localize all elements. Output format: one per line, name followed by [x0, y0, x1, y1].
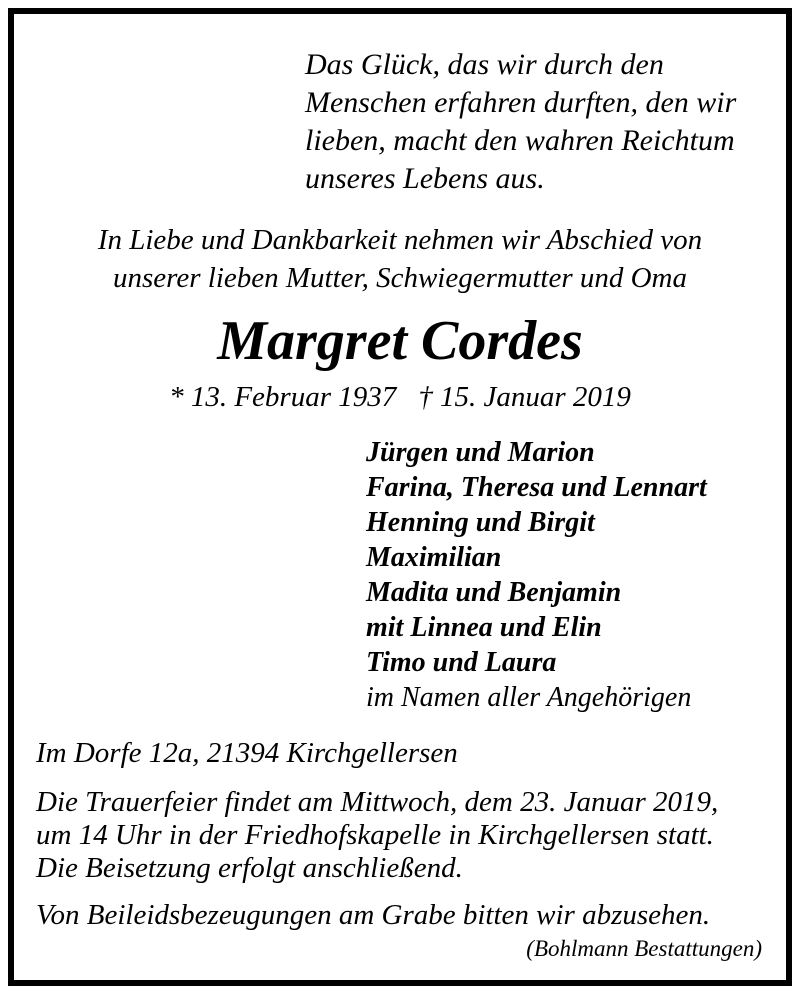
farewell-intro	[0, 221, 800, 297]
deceased-name: Margret Cordes	[217, 310, 583, 372]
family-address: Im Dorfe 12a, 21394 Kirchgellersen	[36, 737, 458, 769]
life-dates	[0, 378, 800, 416]
quote-line: lieben, macht den wahren Reichtum	[305, 124, 735, 157]
quote-line: unseres Lebens aus.	[305, 162, 545, 195]
mourner-entry: Madita und Benjamin	[366, 577, 622, 608]
mourner-entry: Timo und Laura	[366, 647, 557, 678]
condolence-request: Von Beileidsbezeugungen am Grabe bitten wir abzusehen.	[36, 899, 711, 931]
mourner-entry: Maximilian	[366, 542, 502, 573]
service-line: Die Beisetzung erfolgt anschließend.	[36, 852, 463, 884]
intro-line: unserer lieben Mutter, Schwiegermutter und Oma	[113, 262, 687, 294]
memorial-quote	[305, 46, 736, 198]
birth-date: * 13. Februar 1937	[169, 381, 397, 413]
service-line: Die Trauerfeier findet am Mittwoch, dem 23. Januar 2019,	[36, 786, 719, 818]
mourners-list	[366, 435, 707, 715]
mourner-entry: mit Linnea und Elin	[366, 612, 602, 643]
quote-line: Das Glück, das wir durch den	[305, 48, 664, 81]
death-date: † 15. Januar 2019	[418, 381, 631, 413]
mourner-entry: Farina, Theresa und Lennart	[366, 472, 707, 503]
funeral-service-details	[36, 786, 718, 885]
mourner-entry: Jürgen und Marion	[366, 437, 595, 468]
intro-line: In Liebe und Dankbarkeit nehmen wir Abschied von	[97, 224, 703, 256]
undertaker-credit: (Bohlmann Bestattungen)	[526, 936, 762, 961]
mourner-entry: Henning und Birgit	[366, 507, 595, 538]
quote-line: Menschen erfahren durften, den wir	[305, 86, 737, 119]
family-signature: im Namen aller Angehörigen	[366, 682, 692, 713]
service-line: um 14 Uhr in der Friedhofskapelle in Kirchgellersen statt.	[36, 819, 714, 851]
